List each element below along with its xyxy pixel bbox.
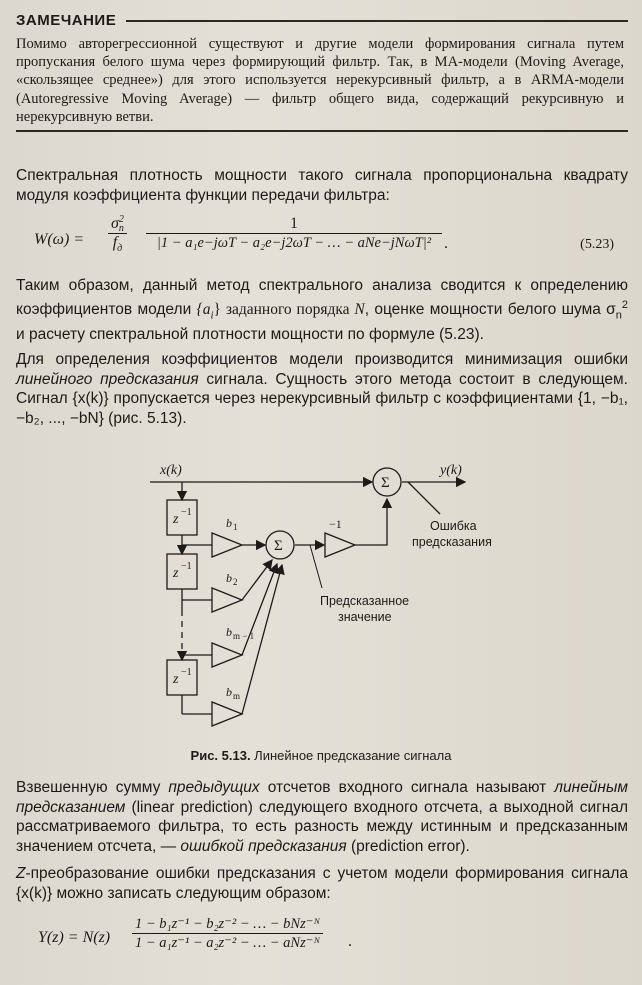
svg-text:−1: −1 (329, 517, 342, 531)
figure-caption: Рис. 5.13. Линейное предсказание сигнала (190, 748, 452, 763)
gain-minus-one (325, 533, 355, 557)
gain-bm-1 (212, 643, 242, 667)
paragraph-5: Z-преобразование ошибки предсказания с учетом модели формирования сигнала {x(k)} можно записать следующим образом: (16, 865, 628, 902)
svg-text:z: z (173, 512, 179, 527)
svg-text:Σ: Σ (274, 538, 283, 554)
svg-text:предсказания: предсказания (412, 535, 492, 549)
svg-text:y(k): y(k) (440, 463, 462, 478)
equation-5-23: W(ω) = σ 2 n $f_д$ 1 |1 − a₁e−jωT − a₂e−j2ωT − … − aNe−jNωT|² . (5.23) (16, 215, 628, 271)
svg-text:b: b (226, 571, 232, 585)
gain-bm (212, 702, 242, 726)
svg-text:значение: значение (338, 610, 392, 624)
note-text: Помимо авторегрессионной существуют и другие модели формирования сигнала путем пропускания белого шума через формирующий фильтр. Так, в МА-модели (Moving Average, «скользящее среднее») для этого используется нерекурсивный фильтр, а в ARMA-модели (Autoregressive Moving Average) — фильтр общего вида, содержащий рекурсивную и нерекурсивную ветви. (16, 36, 624, 125)
equation-number: (5.23) (580, 237, 614, 252)
svg-text:z: z (173, 672, 179, 687)
svg-text:z: z (173, 566, 179, 581)
svg-text:2: 2 (233, 577, 238, 587)
svg-text:Σ: Σ (381, 475, 390, 491)
gain-b2 (212, 588, 242, 612)
linear-prediction-diagram (150, 452, 510, 737)
svg-text:b: b (226, 685, 232, 699)
eq-lhs: W(ω) = (34, 231, 85, 248)
note-bottom-rule (16, 130, 628, 132)
paragraph-4: Взвешенную сумму предыдущих отсчетов входного сигнала называют линейным предсказанием (linear prediction) следующего входного отсчета, а выходной сигнал рассматриваемого фильтра, то есть разность между истинным и предсказанным значением отсчета, — ошибкой предсказания (prediction error). (16, 779, 628, 855)
svg-text:−1: −1 (181, 507, 192, 518)
paragraph-2: Таким образом, данный метод спектрального анализа сводится к определению коэффициентов модели $\{a_i\}$ заданного порядка N, оценке мощности белого шума $\sigma_n^2$ и расчету спектральной плотности мощности по формуле (5.23). (16, 277, 628, 344)
eq-noise-frac: σ 2 n $f_д$ (108, 215, 127, 259)
eq-transfer-frac: 1 |1 − a₁e−jωT − a₂e−j2ωT − … − aNe−jNωT|² (146, 215, 442, 252)
note-box (16, 12, 628, 132)
equation-yz: Y(z) = N(z) 1 − b₁z⁻¹ − b₂z⁻² − … − bNz⁻ᴺ 1 − a₁z⁻¹ − a₂z⁻² − … − aNz⁻ᴺ . (38, 916, 352, 951)
svg-text:−1: −1 (181, 667, 192, 678)
paragraph-1: Спектральная плотность мощности такого сигнала пропорциональна квадрату модуля коэффициента функции передачи фильтра: (16, 167, 628, 204)
svg-text:−1: −1 (181, 561, 192, 572)
note-heading: ЗАМЕЧАНИЕ (16, 12, 117, 29)
svg-text:b: b (226, 625, 232, 639)
paragraph-3: Для определения коэффициентов модели производится минимизация ошибки линейного предсказания сигнала. Сущность этого метода состоит в следующем. Сигнал {x(k)} пропускается через нерекурсивный фильтр с коэффициентами {1, −b₁, −b₂, ..., −bN} (рис. 5.13). (16, 351, 628, 427)
eq-yz-frac: 1 − b₁z⁻¹ − b₂z⁻² − … − bNz⁻ᴺ 1 − a₁z⁻¹ − a₂z⁻² − … − aNz⁻ᴺ (132, 915, 323, 952)
svg-text:x(k): x(k) (160, 463, 182, 478)
svg-text:1: 1 (233, 522, 238, 532)
svg-text:Предсказанное: Предсказанное (320, 594, 410, 608)
note-rule (126, 20, 628, 22)
svg-text:m: m (233, 691, 241, 701)
svg-text:m − 1: m − 1 (233, 631, 255, 641)
gain-b1 (212, 533, 242, 557)
svg-text:Ошибка: Ошибка (430, 519, 477, 533)
svg-text:b: b (226, 516, 232, 530)
